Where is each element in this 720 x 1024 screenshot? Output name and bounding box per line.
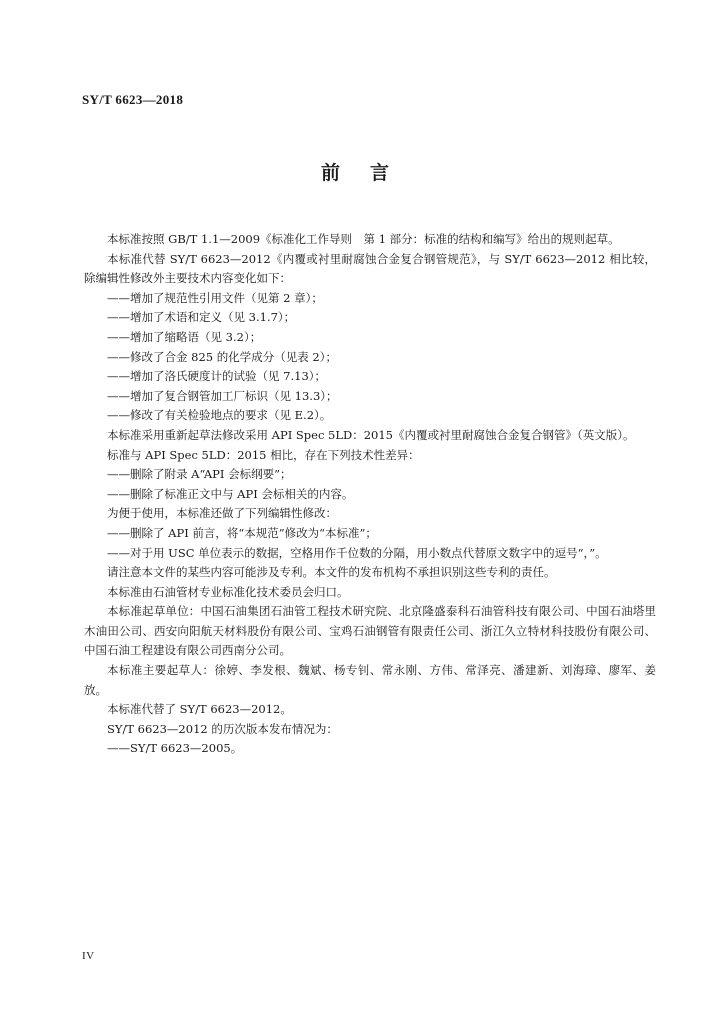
paragraph-replaces-standard: 本标准代替 SY/T 6623—2012《内覆或衬里耐腐蚀合金复合钢管规范》，与 SY/T 6623—2012 相比较，除编辑性修改外主要技术内容变化如下：	[84, 251, 656, 286]
paragraph-committee: 本标准由石油管材专业标准化技术委员会归口。	[107, 584, 349, 599]
list-item-difference: ——删除了附录 A“API 会标纲要”；	[107, 467, 292, 482]
list-item-change: ——增加了复合钢管加工厂标识（见 13.3）；	[107, 388, 338, 403]
paragraph-version-history: SY/T 6623—2012 的历次版本发布情况为：	[107, 721, 338, 736]
paragraph-drafters: 本标准主要起草人：徐婷、李发根、魏斌、杨专钊、常永刚、方伟、常泽亮、潘建新、刘海璋、廖军、姜放。	[84, 663, 656, 697]
list-item-editorial: ——对于用 USC 单位表示的数据，空格用作千位数的分隔，用小数点代替原文数字中的逗号“，”。	[107, 545, 607, 560]
paragraph-adoption: 本标准采用重新起草法修改采用 API Spec 5LD：2015《内覆或衬里耐腐蚀合金复合钢管》（英文版）。	[107, 427, 635, 442]
page-number: IV	[82, 950, 95, 962]
list-item-change: ——增加了规范性引用文件（见第 2 章）；	[107, 290, 323, 305]
page-title: 前言	[320, 162, 419, 184]
foreword-body	[84, 230, 656, 759]
list-item-editorial: ——删除了 API 前言，将“本规范”修改为“本标准”；	[107, 525, 377, 540]
list-item-change: ——修改了合金 825 的化学成分（见表 2）；	[107, 349, 337, 364]
paragraph-drafting-units: 本标准起草单位：中国石油集团石油管工程技术研究院、北京隆盛泰科石油管科技有限公司、中国石油塔里木油田公司、西安向阳航天材料股份有限公司、宝鸡石油钢管有限责任公司、浙江久立特材科技股份有限公司、中国石油工程建设有限公司西南分公司。	[84, 604, 656, 658]
paragraph-replaced: 本标准代替了 SY/T 6623—2012。	[107, 702, 292, 717]
list-item-version: ——SY/T 6623—2005。	[107, 741, 243, 756]
list-item-change: ——修改了有关检验地点的要求（见 E.2）。	[107, 408, 332, 423]
paragraph-drafting-rules: 本标准按照 GB/T 1.1—2009《标准化工作导则 第 1 部分：标准的结构和编写》给出的规则起草。	[107, 232, 620, 246]
list-item-change: ——增加了洛氏硬度计的试验（见 7.13）；	[107, 369, 327, 384]
document-code-header: SY/T 6623—2018	[82, 92, 184, 107]
list-item-change: ——增加了术语和定义（见 3.1.7）；	[107, 310, 296, 325]
paragraph-editorial-changes: 为便于使用，本标准还做了下列编辑性修改：	[107, 506, 337, 521]
paragraph-patent-notice: 请注意本文件的某些内容可能涉及专利。本文件的发布机构不承担识别这些专利的责任。	[107, 565, 556, 580]
paragraph-technical-differences: 标准与 API Spec 5LD：2015 相比，存在下列技术性差异：	[107, 447, 420, 462]
list-item-change: ——增加了缩略语（见 3.2）；	[107, 329, 262, 344]
list-item-difference: ——删除了标准正文中与 API 会标相关的内容。	[107, 486, 354, 501]
